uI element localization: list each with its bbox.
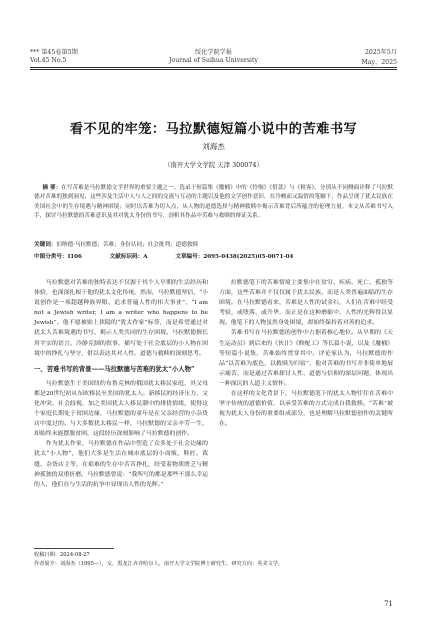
journal-volume-en: Vol.45 No.5 [30,57,67,64]
issue-date-cn: 2025年5月 [364,49,397,56]
body-paragraph: 在这样的文化背景下，马拉默德笔下的犹太人物往往在苦难中坚守传统的道德价值，以承受苦难的方式完成自我救赎。“苦难”被视为犹太人身份的重要组成部分，也是理解马拉默德创作的关键所在。 [219,391,393,428]
author-affiliation: （南开大学文学院 天津 300074） [164,161,263,169]
abstract-text: 在写苦难是马拉默德文学世界的重要主题之一。选录于短篇集《魔桶》中的《怜悯》《借款》与《租客》，分别从不同侧面诠释了马拉默德对苦难的独到洞见，这些涉及生活中人与人之间的交流与互动的主题以及他的文学创作意识。在冷峻而又温情的笔触下，作品呈现了犹太民族在美国社会中的生存境遇与精神困境；同时以苦难为切入点，从人物的道德选择与精神救赎中揭示苦难背后所蕴含的伦理力量。本文从苦难书写入手，探讨马拉默德的苦难意识及其对犹太身份的书写，剖析其作品中苦难与救赎的辩证关系。 [34,185,394,219]
keywords-text: 伯纳德·马拉默德；苦难；身份认同；社会批判；道德救赎 [56,242,199,248]
body-column-left [34,278,208,490]
body-paragraph: 拉默德笔下的苦难情境主要集中在贫穷、疾病、死亡、孤独等方面，这些苦难并不仅仅属于犹太民族，而是人类普遍面临的生存困境。在马拉默德看来，苦难是人性的试金石，人们在苦难中经受考验，或堕落、或升华，而正是在这种磨砺中，人性的光辉得以显现。他笔下的人物虽然身处困境，却始终保持着对善的追求。 [219,280,393,327]
page-number: 71 [384,600,393,608]
article-number: 文章编号：2095-0438(2025)05-0071-04 [175,254,294,260]
document-code: 文献标识码：A [109,254,148,260]
clc-number: 中图分类号：I106 [34,254,82,260]
issue-date-en: May，2025 [361,59,397,66]
classification-line [34,252,393,260]
abstract [34,184,393,221]
journal-name-en: Journal of Suihua University [168,57,258,64]
article-title: 看不见的牢笼：马拉默德短篇小说中的苦难书写 [69,122,358,137]
keywords [34,241,393,250]
header-rule-thin [30,69,397,70]
keywords-label: 关键词： [34,242,57,248]
section-heading: 一、苦难书写的背景——马拉默德与苦难的犹太“小人物” [34,364,195,373]
header-rule [30,67,397,68]
body-paragraph: 苦难书写在马拉默德的创作中占据着核心地位。从早期的《天生运动员》到后来的《伙计》《修配工》等长篇小说，以及《魔桶》等短篇小说集，苦难始终贯穿其中。评论家认为，马拉默德的作品“以苦难为底色，以救赎为归宿”，他对苦难的书写并非简单地展示痛苦，而是通过苦难探讨人性、道德与信仰的深层问题，体现出一种深沉的人道主义情怀。 [219,330,393,387]
body-paragraph: 马拉默德对苦难的独特表达不仅源于其个人早期的生活经历和体验，也深深扎根于他的犹太文化传统。然而，马拉默德坚信，“小说创作是一项超越种族界限、追求普遍人性的伟大事业”，“I am not a Jewish writer, I am a writer who happens to be Jewish”。他不愿被贴上狭隘的“犹太作家”标签，而是希望通过对犹太人苦难境遇的书写，揭示人类共同的生存困境。马拉默德擅长用平实的语言、冷静克制的叙事，描写处于社会底层的小人物在困境中的挣扎与坚守，借以表达其对人性、道德与救赎的深刻思考。 [34,280,208,357]
body-paragraph: 作为犹太作家，马拉默德在作品中塑造了众多处于社会边缘的犹太“小人物”，他们大多是生活在城市底层的小商贩、鞋匠、裁缝、杂货店主等，在艰难的生存中苦苦挣扎，经受着物质匮乏与精神孤独的双重折磨。马拉默德曾说：“我所写的都是那些不那么幸运的人，他们在与生活的抗争中显现出人性的光辉。” [34,441,208,488]
footnote-rule [34,548,114,549]
footnote [34,551,393,568]
body-paragraph: 马拉默德生于美国纽约布鲁克林的俄国犹太移民家庭，其父母都是20世纪初从东欧移民至美国的犹太人。新移民的经济压力、文化冲突、社会歧视，加之美国犹太人移民潮中的排犹情绪，使得这个家庭长期处于贫困边缘，马拉默德的童年是在父亲经营的小杂货店中度过的。与大多数犹太移民一样，马拉默德的父亲辛劳一生，却始终未能摆脱贫困，这段经历深刻影响了马拉默德的创作。 [34,380,208,438]
received-date: 收稿日期：2024-08-27 [34,552,90,558]
author-name: 刘海杰 [202,142,225,151]
journal-volume-cn: *** 第45卷第5期 [30,49,78,56]
journal-name-cn: 绥化学院学报 [194,49,233,56]
body-column-right [219,278,393,429]
author-bio: 作者简介：刘海杰（1995—），女，黑龙江齐齐哈尔人，南开大学文学院博士研究生，研究方向：英美文学。 [34,560,284,567]
abstract-label: 摘 要： [42,185,62,191]
